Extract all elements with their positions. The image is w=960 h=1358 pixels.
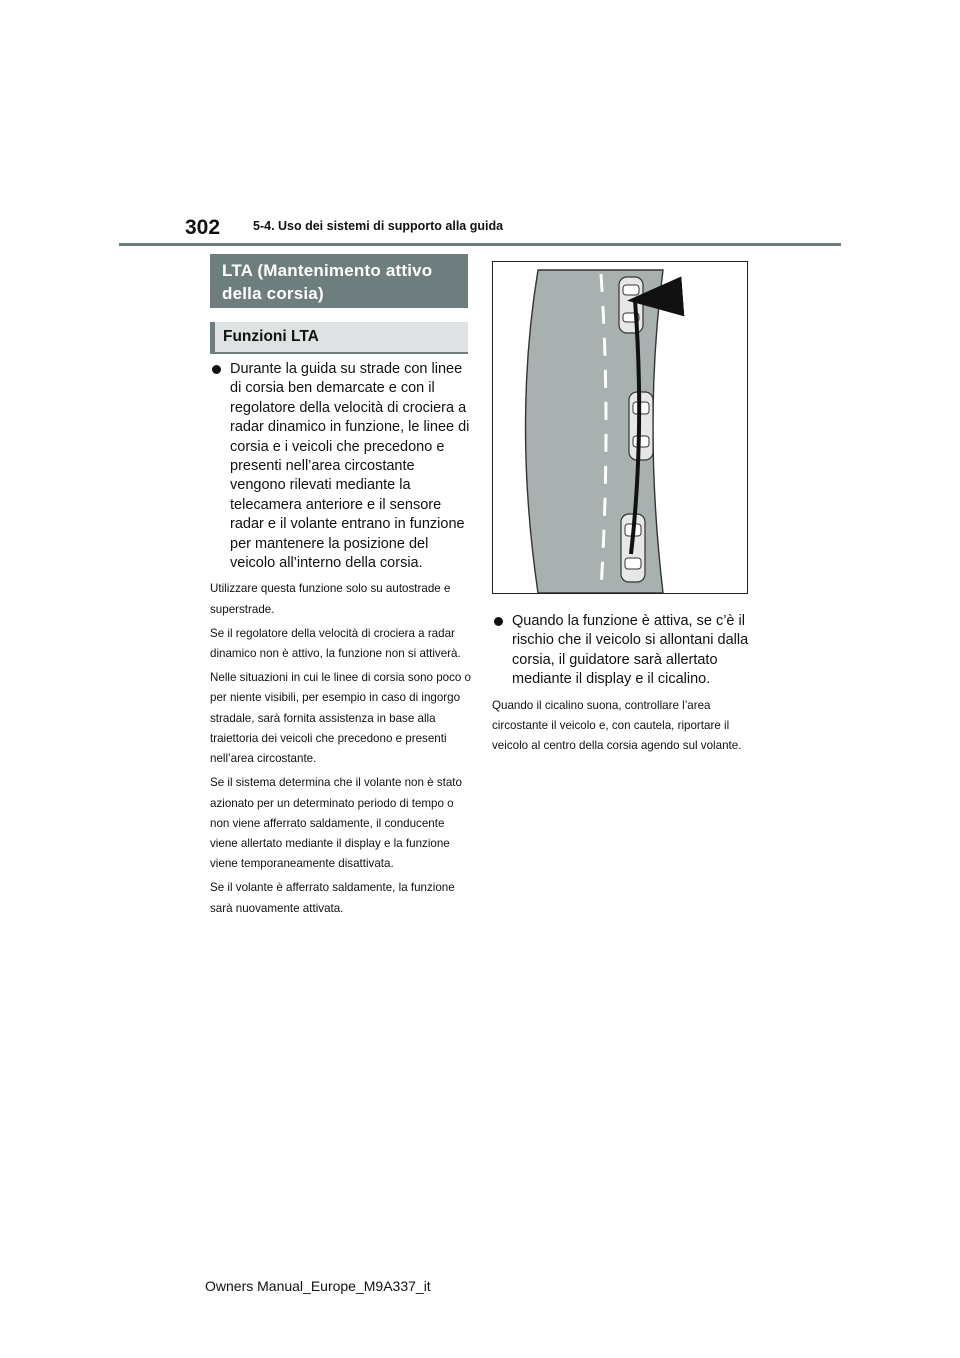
note-paragraph: Se il volante è afferrato saldamente, la funzione sarà nuovamente attivata. [210,881,455,915]
bullet-icon [212,365,221,374]
bullet-item [492,612,754,690]
bullet-text: Quando la funzione è attiva, se c’è il rischio che il veicolo si allontani dalla corsia, il guidatore sarà allertato mediante il display e il cicalino. [512,613,749,688]
subsection-title: Funzioni LTA [210,322,468,354]
note-paragraph: Quando il cicalino suona, controllare l’area circostante il veicolo e, con cautela, riportare il veicolo al centro della corsia agendo sul volante. [492,698,742,753]
lane-diagram-svg [493,262,747,593]
car-icon [619,277,643,333]
footer: Owners Manual_Europe_M9A337_it [205,1278,431,1294]
note-paragraph: Utilizzare questa funzione solo su autostrade e superstrade. [210,582,451,616]
page-number: 302 [185,216,221,239]
note-paragraph: Nelle situazioni in cui le linee di corsia sono poco o per niente visibili, per esempio in caso di ingorgo stradale, sarà fornita assistenza in base alla traiettoria dei veicoli che precedono e presenti nell’area circostante. [210,671,472,766]
note-paragraph: Se il regolatore della velocità di crociera a radar dinamico non è attivo, la funzione non si attiverà. [210,626,461,661]
left-column [210,360,472,919]
section-title: LTA (Mantenimento attivo della corsia) [210,254,468,308]
header-rule [119,243,841,246]
lane-diagram [492,261,748,594]
section-header: 5-4. Uso dei sistemi di supporto alla guida [253,219,504,233]
right-column [492,612,754,756]
note-paragraph: Se il sistema determina che il volante non è stato azionato per un determinato periodo di tempo o non viene afferrato saldamente, il conducente viene allertato mediante il display e la funzione viene temporaneamente disattivata. [210,776,462,871]
bullet-text: Durante la guida su strade con linee di corsia ben demarcate e con il regolatore della velocità di crociera a radar dinamico in funzione, le linee di corsia e i veicoli che precedono e presenti nell’area circostante vengono rilevati mediante la telecamera anteriore e il sensore radar e il volante entrano in funzione per mantenere la posizione del veicolo all’interno della corsia. [230,361,470,572]
bullet-icon [494,617,503,626]
bullet-item [210,360,472,573]
